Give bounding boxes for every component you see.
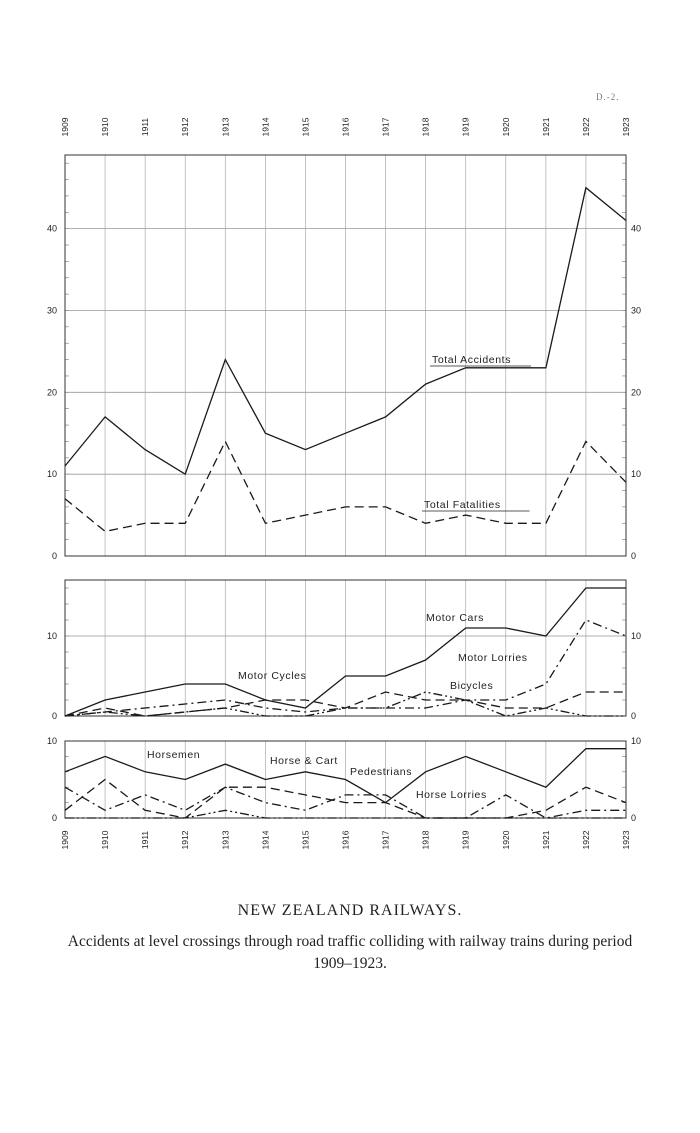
series-label-bicycles: Bicycles [450,680,494,692]
x-tick-label-bottom-1921: 1921 [540,830,551,850]
series-label-total-accidents: Total Accidents [432,354,512,366]
x-tick-label-top-1910: 1910 [100,117,111,137]
x-tick-label-bottom-1918: 1918 [420,830,431,850]
y-tick-label-left: 0 [51,813,57,823]
x-tick-label-top-1911: 1911 [140,117,151,137]
x-tick-label-bottom-1920: 1920 [500,830,511,850]
series-label-horsemen: Horsemen [147,749,201,761]
series-label-motor-cars: Motor Cars [426,612,484,624]
x-tick-label-bottom-1915: 1915 [300,830,311,850]
y-tick-label-right: 10 [631,631,642,641]
x-tick-label-top-1919: 1919 [460,117,471,137]
y-tick-label-right: 10 [631,469,642,480]
y-tick-label-right: 30 [631,305,642,316]
x-tick-label-top-1913: 1913 [220,117,231,137]
x-tick-label-top-1912: 1912 [180,117,191,137]
x-tick-label-top-1923: 1923 [621,117,631,137]
x-tick-label-bottom-1923: 1923 [621,830,631,850]
y-tick-label-right: 10 [631,736,642,746]
x-tick-label-bottom-1919: 1919 [460,830,471,850]
y-tick-label-right: 0 [631,813,637,823]
y-tick-label-right: 0 [631,551,637,561]
series-label-total-fatalities: Total Fatalities [424,499,501,511]
series-label-pedestrians: Pedestrians [350,766,413,778]
x-tick-label-top-1909: 1909 [60,117,70,137]
x-tick-label-bottom-1911: 1911 [140,830,151,850]
series-label-motor-lorries: Motor Lorries [458,652,528,664]
y-tick-label-left: 0 [51,551,57,561]
caption-title: NEW ZEALAND RAILWAYS. [237,902,463,919]
y-tick-label-right: 20 [631,387,642,398]
y-tick-label-right: 0 [631,711,637,721]
y-tick-label-right: 40 [631,223,642,234]
x-tick-label-bottom-1910: 1910 [100,830,111,850]
y-tick-label-left: 40 [46,223,57,234]
page-reference: D.-2. [596,92,620,102]
y-tick-label-left: 10 [46,469,57,480]
x-tick-label-bottom-1913: 1913 [220,830,231,850]
x-tick-label-bottom-1912: 1912 [180,830,191,850]
x-tick-label-bottom-1916: 1916 [340,830,351,850]
x-tick-label-top-1917: 1917 [380,117,391,137]
panel-2 [47,580,641,721]
x-tick-label-top-1920: 1920 [500,117,511,137]
panel-3 [47,736,641,849]
x-tick-label-bottom-1914: 1914 [260,830,271,850]
caption-text: Accidents at level crossings through road traffic colliding with railway trains during period 1909–1923. [67,933,633,972]
y-tick-label-left: 10 [46,631,57,641]
x-tick-label-bottom-1922: 1922 [580,830,591,850]
x-tick-label-top-1918: 1918 [420,117,431,137]
y-tick-label-left: 20 [46,387,57,398]
x-tick-label-top-1916: 1916 [340,117,351,137]
x-tick-label-top-1921: 1921 [540,117,551,137]
x-tick-label-bottom-1909: 1909 [60,830,70,850]
x-tick-label-top-1915: 1915 [300,117,311,137]
x-tick-label-bottom-1917: 1917 [380,830,391,850]
y-tick-label-left: 10 [46,736,57,746]
series-label-horse-lorries: Horse Lorries [416,789,487,801]
y-tick-label-left: 30 [46,305,57,316]
x-tick-label-top-1922: 1922 [580,117,591,137]
x-tick-label-top-1914: 1914 [260,117,271,137]
series-label-horse-cart: Horse & Cart [270,755,338,767]
series-label-motor-cycles: Motor Cycles [238,670,307,682]
y-tick-label-left: 0 [51,711,57,721]
panel-1 [47,117,641,561]
